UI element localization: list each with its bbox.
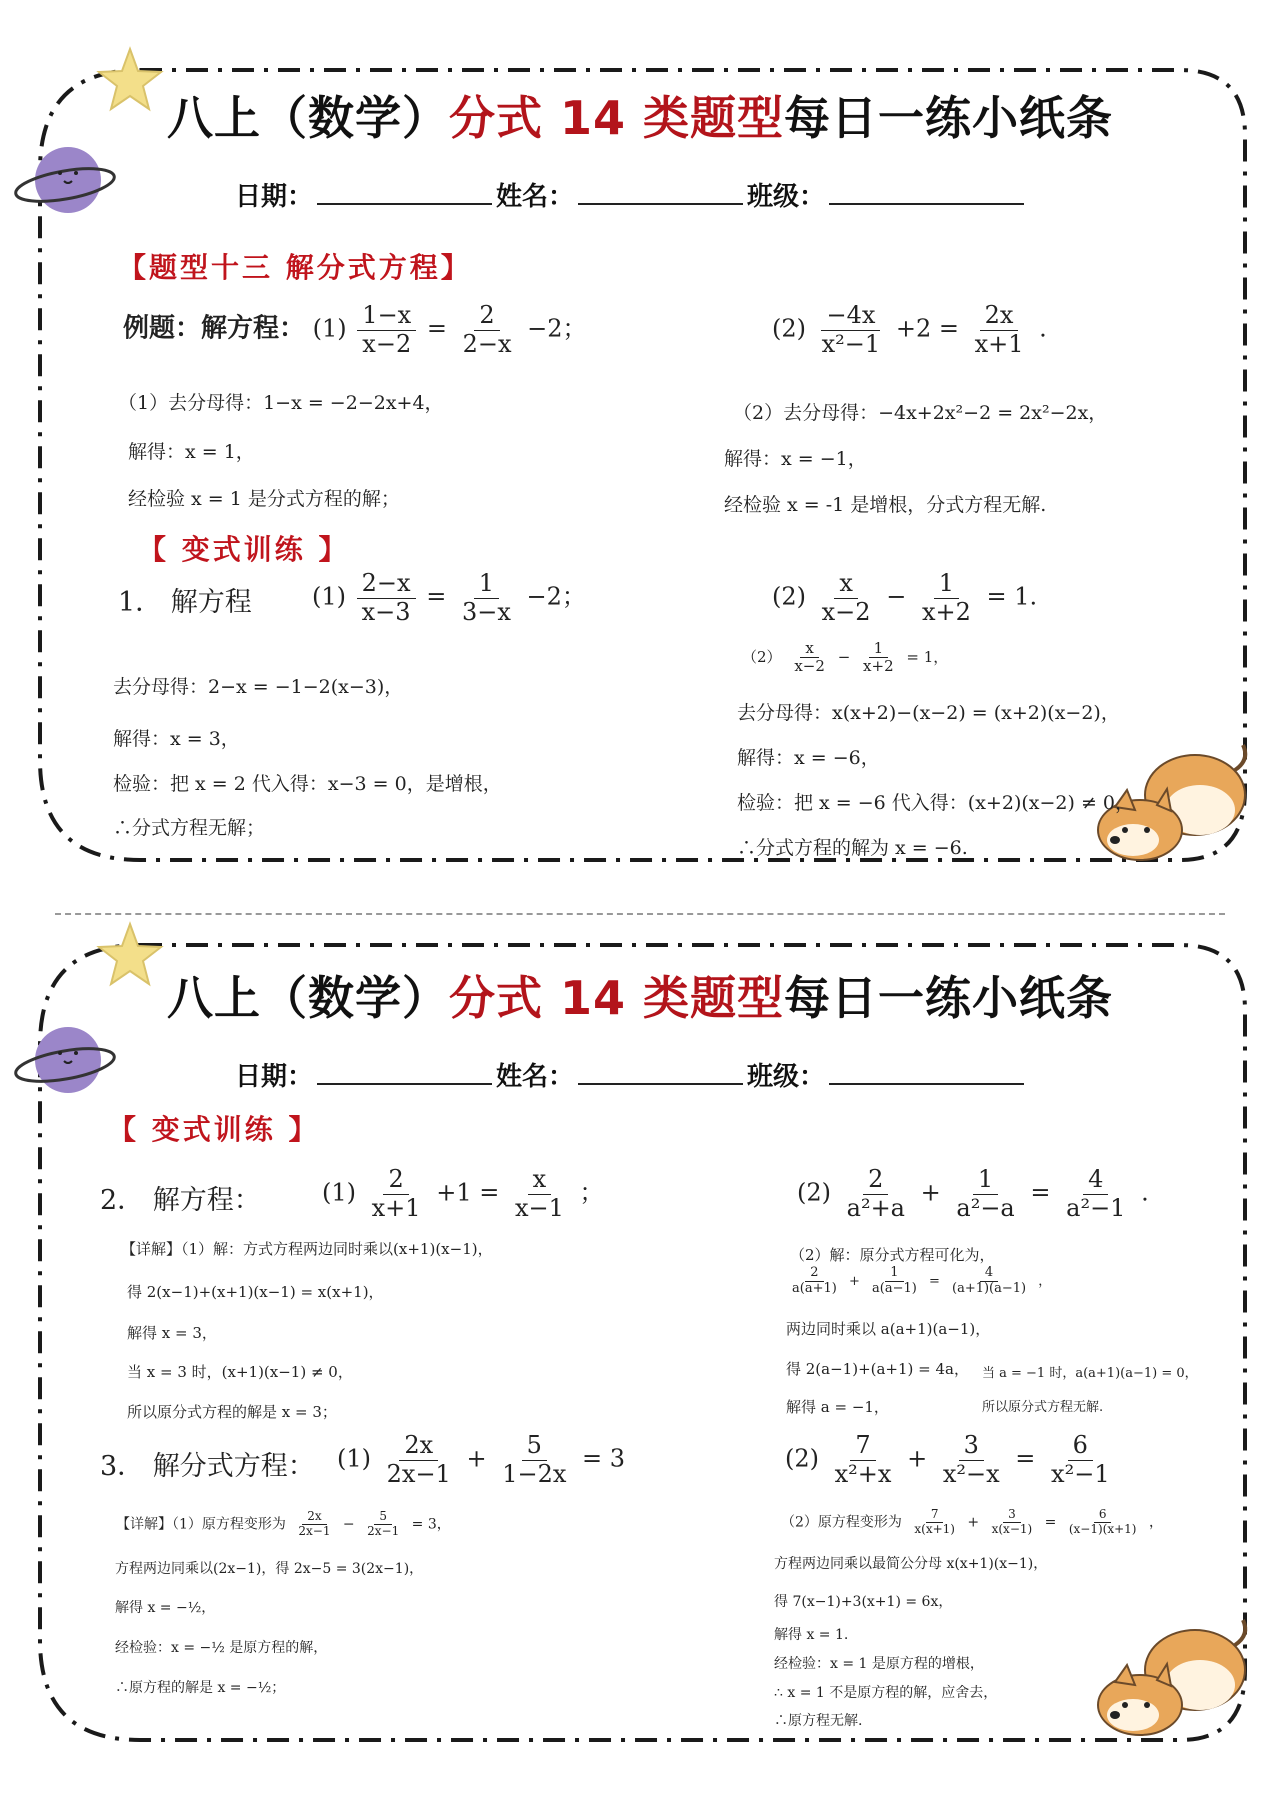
denominator: x(x−1) <box>991 1521 1033 1536</box>
question-label: 3． 解分式方程： <box>100 1451 315 1482</box>
numerator: x <box>800 640 818 658</box>
solution-line: ∴原方程无解. <box>774 1713 863 1729</box>
class-blank[interactable] <box>829 179 1024 205</box>
solution-line: ∴ x = 1 不是原方程的解，应舍去， <box>774 1685 998 1701</box>
solution-line: 解得：x = 3， <box>113 728 240 750</box>
denominator: 1−2x <box>502 1459 567 1488</box>
variant-heading: 【 变式训练 】 <box>138 533 350 566</box>
operator: = <box>1044 1514 1057 1531</box>
denominator: (x−1)(x+1) <box>1068 1521 1137 1536</box>
question-eq <box>797 1166 1149 1222</box>
part-label: (2) <box>797 1178 831 1207</box>
operator: = <box>1030 1178 1051 1207</box>
solution-line: ∴分式方程的解为 x = −6. <box>737 837 968 859</box>
denominator: 2−x <box>462 329 512 358</box>
name-blank[interactable] <box>578 179 743 205</box>
date-blank[interactable] <box>317 179 492 205</box>
question-eq <box>772 570 1037 626</box>
denominator: x²−1 <box>821 329 881 358</box>
title-highlight: 分式 14 类题型 <box>448 91 785 145</box>
title-highlight: 分式 14 类题型 <box>448 971 785 1025</box>
part-label: (1) <box>312 314 347 343</box>
numerator: 3 <box>959 1432 984 1461</box>
question-eq <box>322 1166 604 1222</box>
denominator: a²−1 <box>1066 1193 1126 1222</box>
solution-line: 方程两边同乘以最简公分母 x(x+1)(x−1)， <box>774 1556 1048 1572</box>
solution-line: 【详解】（1）解：方式方程两边同时乘以(x+1)(x−1)， <box>121 1240 493 1258</box>
example-eq-2 <box>772 302 1047 358</box>
denominator: x²−x <box>942 1459 1000 1488</box>
solution-line: 经检验 x = 1 是分式方程的解； <box>128 488 400 510</box>
numerator: 7 <box>850 1432 875 1461</box>
denominator: x−1 <box>514 1193 564 1222</box>
numerator: 6 <box>1068 1432 1093 1461</box>
solution-prefix: 【详解】（1）原方程变形为 <box>116 1516 286 1533</box>
numerator: x <box>528 1166 552 1195</box>
denominator: 2x−1 <box>386 1459 451 1488</box>
operator: . <box>1141 1178 1149 1207</box>
denominator: 2x−1 <box>298 1523 331 1538</box>
sheet-title <box>0 82 1280 148</box>
operator: = 3， <box>411 1516 451 1533</box>
operator: ， <box>1148 1514 1163 1531</box>
question-label: 2． 解方程： <box>100 1185 261 1216</box>
title-prefix: 八上（数学） <box>166 91 449 145</box>
date-blank[interactable] <box>317 1059 492 1085</box>
solution-line: 当 a = −1 时，a(a+1)(a−1) = 0， <box>982 1366 1198 1381</box>
solution-line: 解得：x = 1， <box>128 441 255 463</box>
solution-line: ∴分式方程无解； <box>113 817 266 839</box>
solution-line: （1）去分母得：1−x = −2−2x+4， <box>118 392 444 414</box>
operator: + <box>907 1444 928 1473</box>
denominator: x(x+1) <box>914 1521 955 1536</box>
class-blank[interactable] <box>829 1059 1024 1085</box>
title-suffix: 每日一练小纸条 <box>784 91 1114 145</box>
numerator: 5 <box>522 1432 547 1461</box>
operator: + <box>466 1444 487 1473</box>
section-heading: 【题型十三 解分式方程】 <box>118 251 472 284</box>
numerator: 1 <box>973 1166 998 1195</box>
name-label: 姓名： <box>496 1062 575 1092</box>
operator: +1 = <box>436 1178 500 1207</box>
solution-line: 去分母得：2−x = −1−2(x−3)， <box>113 676 404 698</box>
numerator: 2x <box>980 302 1019 331</box>
numerator: 2 <box>863 1166 888 1195</box>
numerator: 4 <box>980 1266 998 1282</box>
example-label: 例题：解方程： <box>123 313 306 344</box>
question-eq <box>337 1432 625 1488</box>
planet-icon <box>10 1015 120 1105</box>
denominator: a(a−1) <box>872 1280 917 1296</box>
denominator: x+2 <box>921 597 971 626</box>
solution-line: ∴原方程的解是 x = −½； <box>115 1680 286 1696</box>
operator: = 1. <box>986 582 1038 611</box>
solution-line: 所以原分式方程无解. <box>982 1400 1104 1415</box>
numerator: 1 <box>869 640 889 658</box>
operator: = <box>928 1273 940 1289</box>
solution-line: 得 2(x−1)+(x+1)(x−1) = x(x+1)， <box>127 1283 384 1301</box>
numerator: 4 <box>1083 1166 1108 1195</box>
planet-icon <box>10 135 120 225</box>
info-row <box>235 1056 1028 1093</box>
denominator: a²−a <box>956 1193 1015 1222</box>
sheet-title <box>0 962 1280 1028</box>
title-suffix: 每日一练小纸条 <box>784 971 1114 1025</box>
solution-line: 解得：x = −6， <box>737 747 880 769</box>
operator: −2； <box>526 582 586 611</box>
part-label: （2） <box>742 647 782 666</box>
operator: + <box>967 1514 980 1531</box>
operator: = 1， <box>906 647 949 666</box>
operator: ， <box>1038 1273 1052 1289</box>
part-label: (2) <box>785 1444 819 1473</box>
info-row <box>235 176 1028 213</box>
denominator: x²−1 <box>1051 1459 1110 1488</box>
denominator: a²+a <box>846 1193 905 1222</box>
part-label: (2) <box>772 582 806 611</box>
numerator: 2 <box>805 1266 823 1282</box>
denominator: x+1 <box>974 329 1024 358</box>
solution-line: 去分母得：x(x+2)−(x−2) = (x+2)(x−2)， <box>737 702 1120 724</box>
operator: = <box>1015 1444 1036 1473</box>
solution-line <box>784 1266 1051 1297</box>
denominator: 3−x <box>461 597 511 626</box>
operator: = 3 <box>582 1444 626 1473</box>
numerator: 1 <box>474 570 499 599</box>
title-prefix: 八上（数学） <box>166 971 449 1025</box>
question-eq <box>312 570 586 626</box>
operator: ； <box>579 1178 604 1207</box>
solution-line: 两边同时乘以 a(a+1)(a−1)， <box>786 1320 991 1338</box>
numerator: 7 <box>926 1508 944 1523</box>
solution-line: 经检验 x = -1 是增根，分式方程无解. <box>724 494 1047 516</box>
operator: + <box>920 1178 941 1207</box>
numerator: 1 <box>885 1266 903 1282</box>
operator: − <box>837 647 851 666</box>
numerator: −4x <box>821 302 880 331</box>
solution-line: 解得 a = −1， <box>786 1398 889 1416</box>
solution-line: 得 7(x−1)+3(x+1) = 6x， <box>774 1594 953 1610</box>
operator: − <box>342 1516 355 1533</box>
operator: + <box>848 1273 860 1289</box>
solution-line: 当 x = 3 时，(x+1)(x−1) ≠ 0， <box>127 1363 353 1381</box>
class-label: 班级： <box>747 182 826 212</box>
numerator: 2 <box>474 302 499 331</box>
class-label: 班级： <box>747 1062 826 1092</box>
date-label: 日期： <box>235 1062 314 1092</box>
solution-line: 解得 x = 1. <box>774 1627 849 1643</box>
denominator: x−3 <box>361 597 411 626</box>
solution-prefix: （2）原方程变形为 <box>781 1514 902 1531</box>
numerator: 2 <box>383 1166 408 1195</box>
numerator: 3 <box>1003 1508 1021 1523</box>
question-label: 1． 解方程 <box>118 587 252 618</box>
operator: +2 = <box>895 314 959 343</box>
numerator: x <box>834 570 858 599</box>
operator: = <box>426 582 447 611</box>
operator: = <box>426 314 447 343</box>
numerator: 1 <box>934 570 959 599</box>
sheet-separator <box>55 913 1225 915</box>
variant-heading: 【 变式训练 】 <box>108 1113 320 1146</box>
solution-line: （2）去分母得：−4x+2x²−2 = 2x²−2x， <box>733 402 1108 424</box>
solution-line: 方程两边同乘以(2x−1)，得 2x−5 = 3(2x−1)， <box>115 1561 424 1577</box>
numerator: 5 <box>374 1510 392 1525</box>
numerator: 2x <box>399 1432 438 1461</box>
denominator: x+1 <box>371 1193 421 1222</box>
part-label: (1) <box>337 1444 371 1473</box>
operator: − <box>886 582 907 611</box>
name-blank[interactable] <box>578 1059 743 1085</box>
solution-line: 解得 x = −½， <box>115 1600 216 1616</box>
denominator: x+2 <box>863 657 894 676</box>
numerator: 1−x <box>357 302 416 331</box>
denominator: (a+1)(a−1) <box>952 1280 1027 1296</box>
dog-icon <box>1085 1610 1255 1740</box>
solution-line: 解得：x = −1， <box>724 448 867 470</box>
denominator: x²+x <box>834 1459 892 1488</box>
solution-line: 检验：把 x = −6 代入得：(x+2)(x−2) ≠ 0， <box>737 792 1134 814</box>
denominator: x−2 <box>794 657 825 676</box>
solution-line: 经检验：x = 1 是原方程的增根， <box>774 1656 984 1672</box>
solution-line: 得 2(a−1)+(a+1) = 4a， <box>786 1360 969 1378</box>
numerator: 2−x <box>357 570 416 599</box>
question-eq <box>785 1432 1118 1488</box>
solution-line: 检验：把 x = 2 代入得：x−3 = 0，是增根， <box>113 773 502 795</box>
solution-line <box>742 640 948 676</box>
denominator: a(a+1) <box>792 1280 837 1296</box>
solution-line: 所以原分式方程的解是 x = 3； <box>127 1403 337 1421</box>
numerator: 2x <box>302 1510 326 1525</box>
solution-line: 解得 x = 3， <box>127 1324 217 1342</box>
solution-line <box>116 1510 451 1539</box>
part-label: (1) <box>322 1178 356 1207</box>
example-eq-1 <box>123 302 587 358</box>
operator: . <box>1039 314 1047 343</box>
part-label: (2) <box>772 314 806 343</box>
denominator: x−2 <box>821 597 871 626</box>
solution-line <box>781 1508 1163 1537</box>
numerator: 6 <box>1094 1508 1112 1523</box>
denominator: 2x−1 <box>367 1523 400 1538</box>
solution-line: 经检验：x = −½ 是原方程的解， <box>115 1640 328 1656</box>
date-label: 日期： <box>235 182 314 212</box>
part-label: (1) <box>312 582 346 611</box>
denominator: x−2 <box>362 329 412 358</box>
operator: −2； <box>527 314 587 343</box>
solution-line: （2）解：原分式方程可化为， <box>790 1246 995 1264</box>
name-label: 姓名： <box>496 182 575 212</box>
